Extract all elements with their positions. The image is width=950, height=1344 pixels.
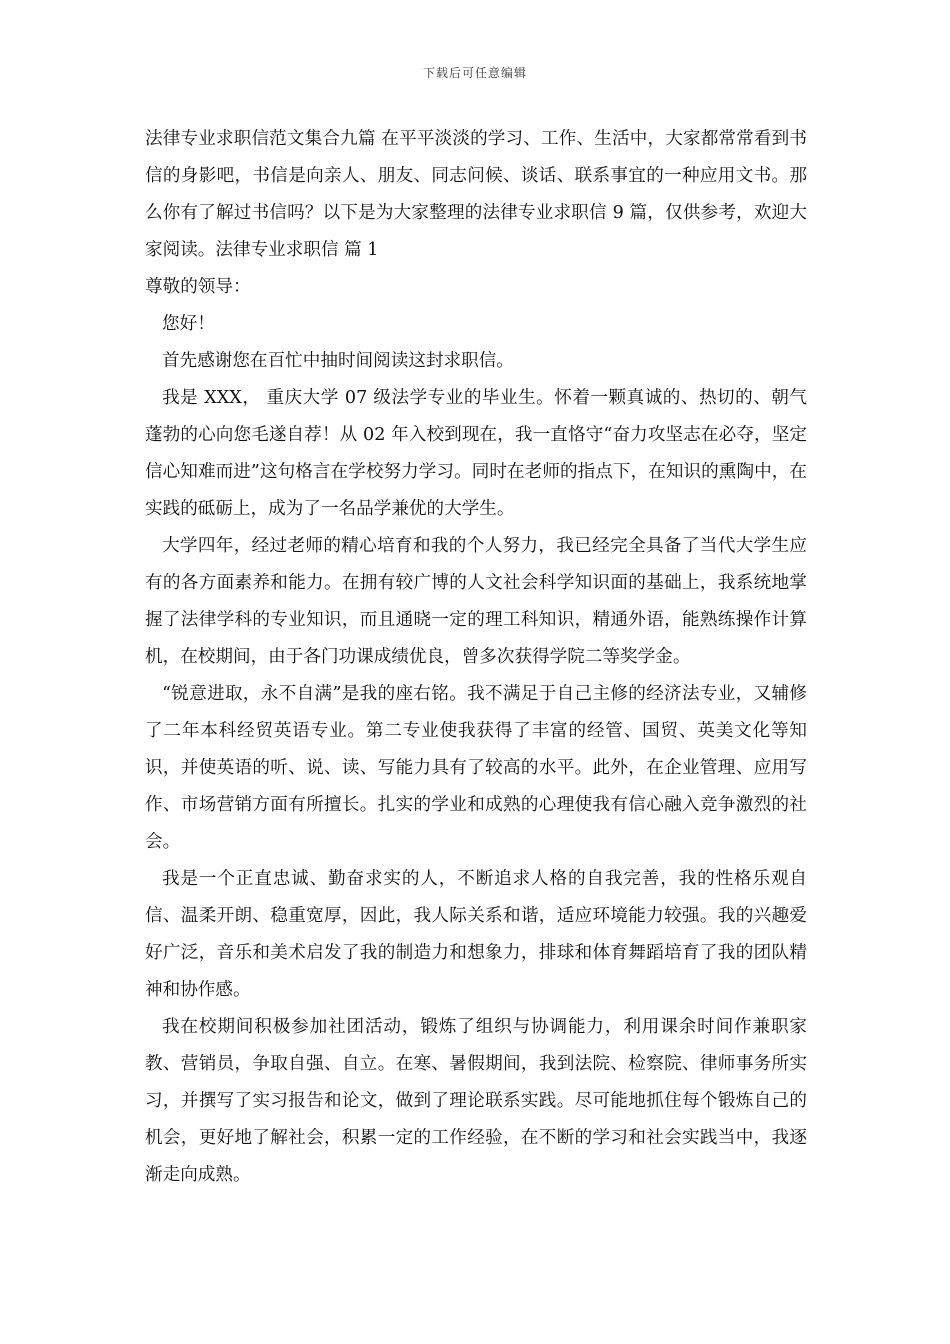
document-body [145,121,807,1194]
salutation: 尊敬的领导： [145,277,251,297]
body-paragraph-1: 首先感谢您在百忙中抽时间阅读这封求职信。 [162,351,514,371]
body-paragraph-5: 我是一个正直忠诚、勤奋求实的人，不断追求人格的自我完善，我的性格乐观自信、温柔开朗、稳重宽厚，因此，我人际关系和谐，适应环境能力较强。我的兴趣爱好广泛，音乐和美术启发了我的制造力和想象力，排球和体育舞蹈培育了我的团队精神和协作感。 [145,869,807,1000]
page-header-note: 下载后可任意编辑 [422,66,527,80]
body-paragraph-6: 我在校期间积极参加社团活动，锻炼了组织与协调能力，利用课余时间作兼职家教、营销员，争取自强、自立。在寒、暑假期间，我到法院、检察院、律师事务所实习，并撰写了实习报告和论文，做到了理论联系实践。尽可能地抓住每个锻炼自己的机会，更好地了解社会，积累一定的工作经验，在不断的学习和社会实践当中，我逐渐走向成熟。 [145,1017,807,1185]
body-paragraph-2: 我是 XXX， 重庆大学 07 级法学专业的毕业生。怀着一颗真诚的、热切的、朝气蓬勃的心向您毛遂自荐！从 02 年入校到现在，我一直恪守“奋力攻坚志在必夺，坚定信心知难而进”这句格言在学校努力学习。同时在老师的指点下，在知识的熏陶中，在实践的砥砺上，成为了一名品学兼优的大学生。 [145,388,807,519]
body-paragraph-4: “锐意进取，永不自满”是我的座右铭。我不满足于自己主修的经济法专业，又辅修了二年本科经贸英语专业。第二专业使我获得了丰富的经管、国贸、英美文化等知识，并使英语的听、说、读、写能力具有了较高的水平。此外，在企业管理、应用写作、市场营销方面有所擅长。扎实的学业和成熟的心理使我有信心融入竞争激烈的社会。 [145,684,807,852]
body-paragraph-3: 大学四年，经过老师的精心培育和我的个人努力，我已经完全具备了当代大学生应有的各方面素养和能力。在拥有较广博的人文社会科学知识面的基础上，我系统地掌握了法律学科的专业知识，而且通晓一定的理工科知识，精通外语，能熟练操作计算机，在校期间，由于各门功课成绩优良，曾多次获得学院二等奖学金。 [145,536,807,667]
intro-paragraph: 法律专业求职信范文集合九篇 在平平淡淡的学习、工作、生活中，大家都常常看到书信的身影吧，书信是向亲人、朋友、同志问候、谈话、联系事宜的一种应用文书。那么你有了解过书信吗？以下是为大家整理的法律专业求职信 9 篇，仅供参考，欢迎大家阅读。法律专业求职信 篇 1 [145,129,807,260]
greeting: 您好！ [162,314,215,334]
